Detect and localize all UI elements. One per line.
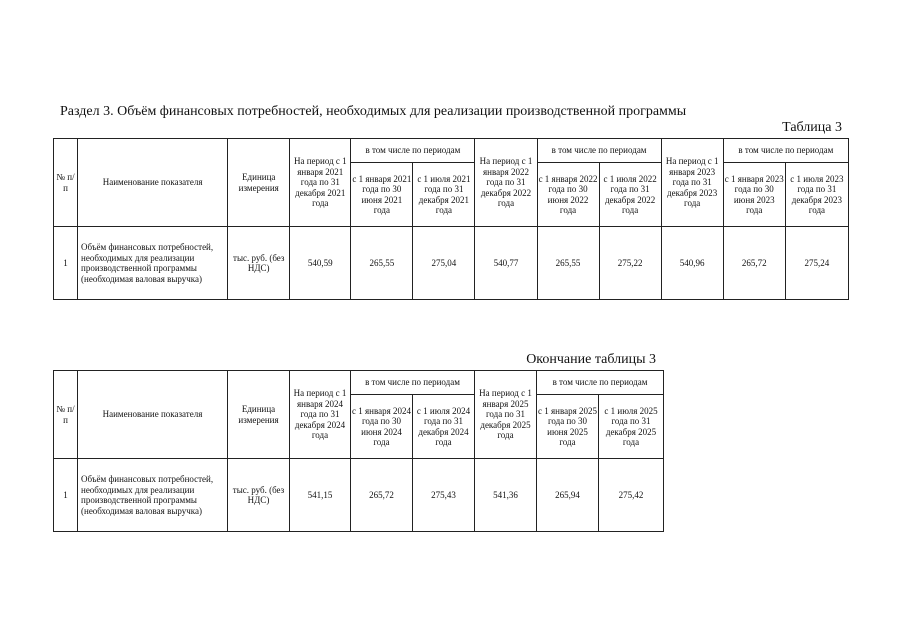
header-period-2022: На период с 1 января 2022 года по 31 декабря 2022 года [475, 139, 537, 227]
row-name: Объём финансовых потребностей, необходимых для реализации производственной программы (необходимая валовая выручка) [78, 459, 228, 532]
value-2022-total: 540,77 [475, 227, 537, 300]
header-subperiods-2025: в том числе по периодам [537, 371, 664, 395]
header-name: Наименование показателя [78, 371, 228, 459]
value-2025-h2: 275,42 [599, 459, 664, 532]
value-2025-total: 541,36 [475, 459, 537, 532]
table-1-caption: Таблица 3 [782, 120, 842, 135]
value-2025-h1: 265,94 [537, 459, 599, 532]
header-subperiods-2022: в том числе по периодам [537, 139, 661, 163]
value-2024-total: 541,15 [290, 459, 351, 532]
header-period-2025: На период с 1 января 2025 года по 31 декабря 2025 года [475, 371, 537, 459]
row-no: 1 [54, 227, 78, 300]
value-2024-h2: 275,43 [413, 459, 475, 532]
section-heading: Раздел 3. Объём финансовых потребностей, необходимых для реализации производственной программы [60, 104, 687, 119]
header-h1-2025: с 1 января 2025 года по 30 июня 2025 года [537, 395, 599, 459]
header-no: № п/п [54, 139, 78, 227]
header-h2-2022: с 1 июля 2022 года по 31 декабря 2022 года [599, 163, 661, 227]
header-period-2023: На период с 1 января 2023 года по 31 декабря 2023 года [661, 139, 723, 227]
value-2022-h2: 275,22 [599, 227, 661, 300]
header-unit: Единица измерения [228, 139, 290, 227]
value-2022-h1: 265,55 [537, 227, 599, 300]
row-no: 1 [54, 459, 78, 532]
header-h2-2023: с 1 июля 2023 года по 31 декабря 2023 года [785, 163, 848, 227]
header-h1-2024: с 1 января 2024 года по 30 июня 2024 года [351, 395, 413, 459]
header-h1-2022: с 1 января 2022 года по 30 июня 2022 года [537, 163, 599, 227]
header-h2-2025: с 1 июля 2025 года по 31 декабря 2025 года [599, 395, 664, 459]
header-h1-2023: с 1 января 2023 года по 30 июня 2023 года [723, 163, 785, 227]
header-subperiods-2023: в том числе по периодам [723, 139, 848, 163]
header-period-2021: На период с 1 января 2021 года по 31 декабря 2021 года [290, 139, 351, 227]
value-2021-total: 540,59 [290, 227, 351, 300]
value-2024-h1: 265,72 [351, 459, 413, 532]
header-no: № п/п [54, 371, 78, 459]
header-subperiods-2024: в том числе по периодам [351, 371, 475, 395]
row-unit: тыс. руб. (без НДС) [228, 227, 290, 300]
value-2021-h2: 275,04 [413, 227, 475, 300]
table-row [54, 459, 664, 532]
financial-table-2 [53, 370, 664, 532]
header-subperiods-2021: в том числе по периодам [351, 139, 475, 163]
value-2021-h1: 265,55 [351, 227, 413, 300]
financial-table-1 [53, 138, 849, 300]
value-2023-total: 540,96 [661, 227, 723, 300]
header-h2-2021: с 1 июля 2021 года по 31 декабря 2021 года [413, 163, 475, 227]
table-row [54, 227, 849, 300]
header-h1-2021: с 1 января 2021 года по 30 июня 2021 года [351, 163, 413, 227]
value-2023-h1: 265,72 [723, 227, 785, 300]
header-unit: Единица измерения [228, 371, 290, 459]
row-unit: тыс. руб. (без НДС) [228, 459, 290, 532]
table-2-caption: Окончание таблицы 3 [526, 352, 656, 367]
row-name: Объём финансовых потребностей, необходимых для реализации производственной программы (необходимая валовая выручка) [78, 227, 228, 300]
header-period-2024: На период с 1 января 2024 года по 31 декабря 2024 года [290, 371, 351, 459]
value-2023-h2: 275,24 [785, 227, 848, 300]
header-h2-2024: с 1 июля 2024 года по 31 декабря 2024 года [413, 395, 475, 459]
header-name: Наименование показателя [78, 139, 228, 227]
